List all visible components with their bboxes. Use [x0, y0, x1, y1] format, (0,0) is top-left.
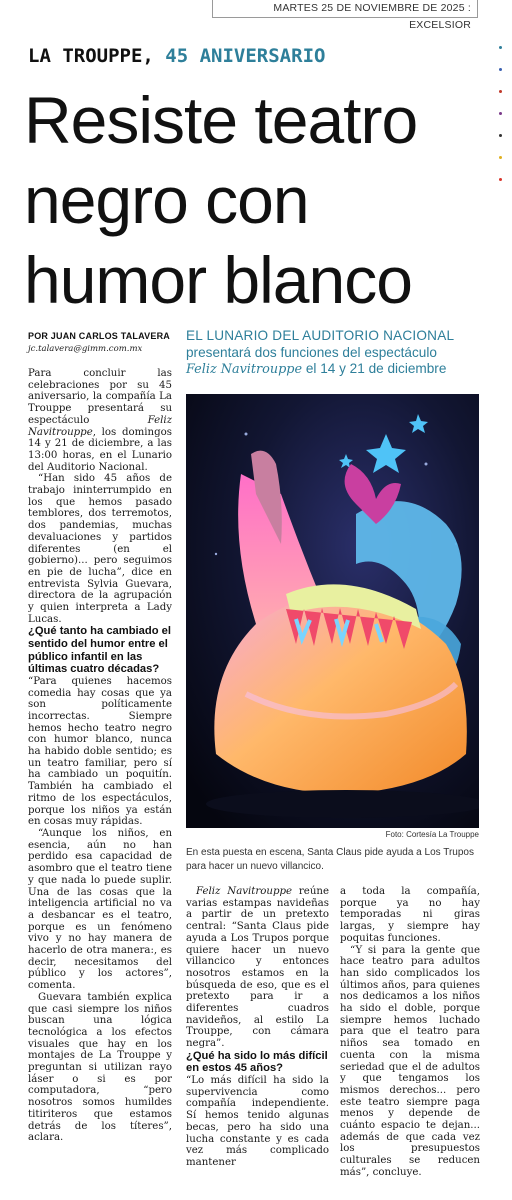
paragraph: Feliz Navitrouppe reúne varias estampas navideñas a partir de un pretexto central: “Santa Claus pide ayuda a Los Trupos porque quiere hacer un nuevo villancico y entonces nosotros estamos en la búsqueda de eso, que es el pretexto para ir a diferentes cuadros navideños, al estilo La Trouppe, con cámara negra”. — [186, 886, 329, 1050]
show-title: Feliz Navitrouppe — [28, 414, 172, 438]
paragraph: Para concluir las celebraciones por su 45 aniversario, la compañía La Trouppe presentará su espectáculo Feliz Navitrouppe, los domingos 14 y 21 de diciembre, a las 13:00 horas, en el Lunario del Auditorio Nacional. — [28, 368, 172, 473]
stage-photo-image — [186, 394, 479, 828]
paragraph: “Para quienes hacemos comedia hay cosas que ya son políticamente incorrectas. Siempre hemos hecho teatro negro con humor blanco, nunca ha habido doble sentido; es un teatro familiar, pero sí ha cambiado un poquitín. También ha cambiado el ritmo de los espectáculos, porque los niños ya están en cosas muy rápidas. — [28, 675, 172, 828]
byline — [28, 331, 188, 354]
marker-dot — [499, 178, 502, 181]
paragraph: Guevara también explica que casi siempre los niños buscan una lógica tecnológica a los efectos visuales que hay en los montajes de La Trouppe y preguntan si utilizan rayo láser o si es por computadora, “pero nosotros somos humildes titiriteros que estamos detrás de los títeres”, aclara. — [28, 991, 172, 1144]
section-kicker — [28, 44, 478, 68]
stage-photo — [186, 394, 479, 828]
show-title: Feliz Navitrouppe — [196, 886, 293, 897]
deck-line-3-rest: el 14 y 21 de diciembre — [302, 361, 447, 376]
marker-dot — [499, 156, 502, 159]
marker-dot — [499, 112, 502, 115]
interview-question: ¿Qué tanto ha cambiado el sentido del humor entre el público infantil en las últimas cuatro décadas? — [28, 625, 171, 676]
article-column-3 — [340, 886, 480, 1179]
kicker-anniversary: 45 ANIVERSARIO — [165, 45, 326, 67]
deck-line-2: presentará dos funciones del espectáculo — [186, 344, 437, 360]
marker-dot — [499, 68, 502, 71]
paragraph: “Han sido 45 años de trabajo ininterrumpido en los que hemos pasado temblores, dos terremotos, dos pandemias, muchas devaluaciones y partidos diferentes (en el gobierno)... pero seguimos en pie de lucha”, dice en entrevista Sylvia Guevara, directora de la agrupación y quien interpreta a Lady Lucas. — [28, 473, 172, 625]
headline-line-3: humor blanco — [24, 243, 412, 317]
page-header — [212, 0, 478, 31]
kicker-company: LA TROUPPE, — [28, 45, 154, 67]
article-column-2 — [186, 886, 329, 1169]
article-column-1 — [28, 368, 172, 1144]
headline — [24, 80, 494, 320]
deck-subhead — [186, 328, 478, 379]
author-name: POR JUAN CARLOS TALAVERA — [28, 331, 170, 341]
deck-line-3 — [186, 361, 478, 379]
photo-caption: En esta puesta en escena, Santa Claus pide ayuda a Los Trupos para hacer un nuevo villancico. — [186, 847, 474, 872]
deck-line-1: EL LUNARIO DEL AUDITORIO NACIONAL — [186, 328, 455, 343]
marker-dot — [499, 134, 502, 137]
deck-show-title: Feliz Navitrouppe — [186, 362, 303, 377]
headline-line-1: Resiste teatro — [24, 83, 418, 157]
paragraph: “Aunque los niños, en esencia, aún no han perdido esa capacidad de asombro que el teatro tiene y que nada lo puede suplir. Una de las cosas que la inteligencia artificial no va a desbancar es el teatro, porque es un fenómeno vivo y no hay manera de hacerlo de otra manera:, es decir, necesitamos del público y los actores”, comenta. — [28, 827, 172, 992]
marker-dot — [499, 90, 502, 93]
paragraph: a toda la compañía, porque ya no hay temporadas ni giras largas, y siempre hay poquitas funciones. — [340, 886, 480, 944]
photo-credit: Foto: Cortesía La Trouppe — [385, 830, 479, 839]
interview-question: ¿Qué ha sido lo más difícil en estos 45 años? — [186, 1049, 328, 1075]
author-email: jc.talavera@gimm.com.mx — [28, 344, 143, 354]
paragraph: “Lo más difícil ha sido la supervivencia como compañía independiente. Sí hemos tenido algunas becas, pero ha sido una lucha constante y es cada vez más complicado mantener — [186, 1075, 329, 1168]
date-line: MARTES 25 DE NOVIEMBRE DE 2025 : EXCELSIOR — [273, 2, 471, 31]
paragraph: “Y si para la gente que hace teatro para adultos han sido complicados los últimos años, para quienes nos dedicamos a los niños ha sido el doble, porque siempre hemos luchado para que el teatro para niños sea tomado en cuenta con la misma seriedad que el de adultos y que tengamos los mismos derechos... pero este teatro siempre paga menos y depende de cuánto espacio te dejan... además de que cada vez los presupuestos culturales se reducen más”, concluye. — [340, 944, 480, 1178]
marker-dot — [499, 46, 502, 49]
headline-line-2: negro con — [24, 163, 309, 237]
